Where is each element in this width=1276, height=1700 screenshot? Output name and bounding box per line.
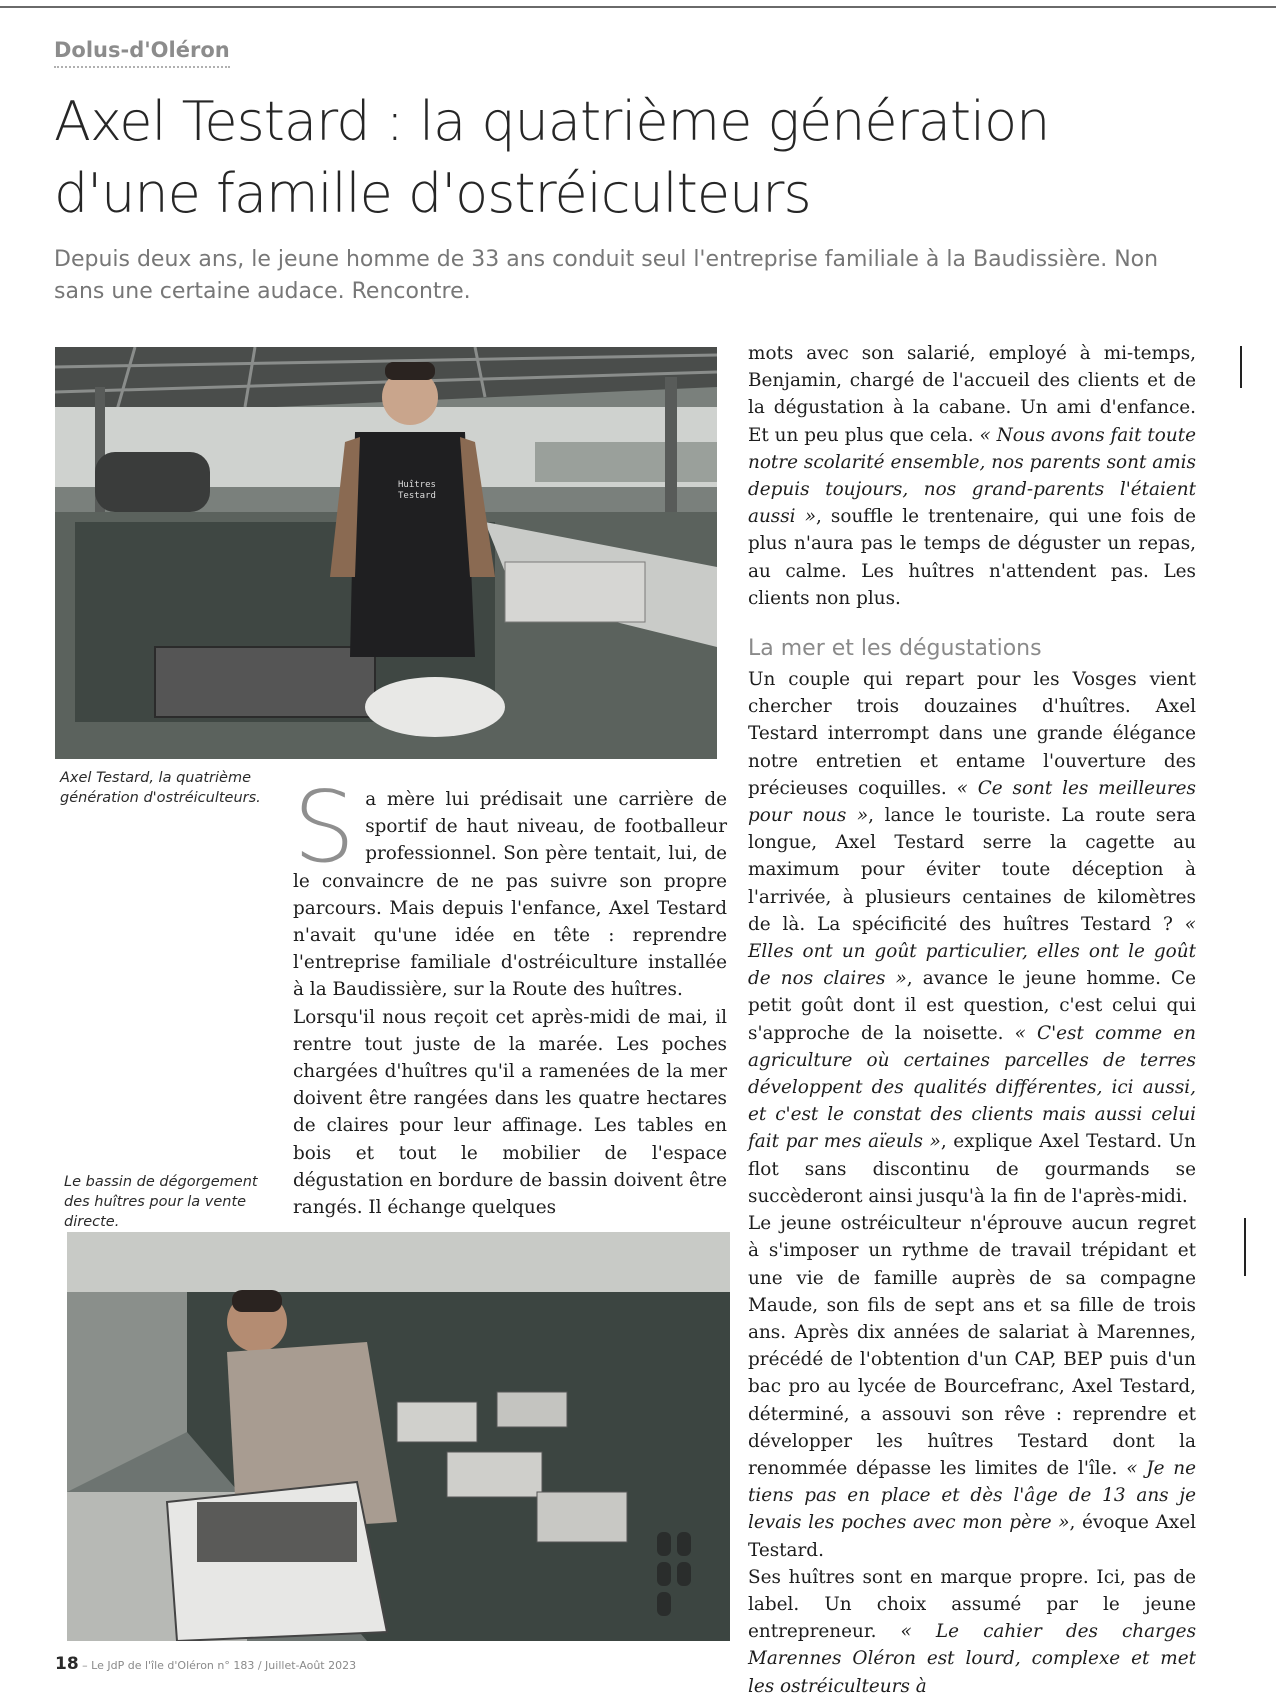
- article-subhead: La mer et les dégustations: [748, 636, 1042, 662]
- article-paragraph-2: Lorsqu'il nous reçoit cet après-midi de mai, il rentre tout juste de la marée. Les poches chargées d'huîtres qu'il a ramenées de la mer doivent être rangées dans les quatre hectares de claires pour leur affinage. Les tables en bois et tout le mobilier de l'espace dégustation en bordure de bassin doivent être rangés. Il échange quelques: [293, 1006, 727, 1219]
- headline-line-2: d'une famille d'ostréiculteurs: [54, 162, 811, 225]
- section-rubric: Dolus-d'Oléron: [54, 38, 230, 68]
- publication-info: Le JdP de l'île d'Oléron n° 183 / Juillet-Août 2023: [91, 1659, 357, 1672]
- article-standfirst: Depuis deux ans, le jeune homme de 33 ans conduit seul l'entreprise familiale à la Baudissière. Non sans une certaine audace. Rencontre.: [54, 247, 1159, 304]
- vest-logo-line-2: Testard: [398, 491, 436, 501]
- page-edge-mark-top: [1240, 346, 1242, 388]
- footer-dash: –: [78, 1659, 92, 1672]
- page-footer: [55, 1654, 356, 1674]
- article-column-1: [293, 771, 727, 1221]
- page-number: 18: [55, 1654, 79, 1674]
- caption-photo-1: Axel Testard, la quatrième génération d'ostréiculteurs.: [60, 770, 261, 806]
- article-paragraph-1: Sa mère lui prédisait une carrière de sportif de haut niveau, de footballeur professionnel. Son père tentait, lui, de le convaincre de ne pas suivre son propre parcours. Mais depuis l'enfance, Axel Testard n'avait qu'une idée en tête : reprendre l'entreprise familiale d'ostréiculture installée à la Baudissière, sur la Route des huîtres.: [293, 771, 727, 1001]
- photo-degorgement-basin: [67, 1232, 730, 1641]
- article-paragraph-3: mots avec son salarié, employé à mi-temps, Benjamin, chargé de l'accueil des clients et de la dégustation à la cabane. Un ami d'enfance. Et un peu plus que cela. « Nous avons fait toute notre scolarité ensemble, nos parents sont amis depuis toujours, nos grand-parents l'étaient aussi », souffle le trentenaire, qui une fois de plus n'aura pas le temps de déguster un repas, au calme. Les huîtres n'attendent pas. Les clients non plus.: [748, 343, 1196, 609]
- article-paragraph-6: Ses huîtres sont en marque propre. Ici, pas de label. Un choix assumé par le jeune entrepreneur. « Le cahier des charges Marennes Oléron est lourd, complexe et met les ostréiculteurs à: [748, 1566, 1197, 1697]
- page-edge-mark-bottom: [1244, 1218, 1246, 1276]
- caption-photo-2: Le bassin de dégorgement des huîtres pour la vente directe.: [64, 1174, 258, 1230]
- headline-line-1: Axel Testard : la quatrième génération: [54, 90, 1050, 153]
- vest-logo-line-1: Huîtres: [398, 480, 436, 490]
- article-paragraph-4: Un couple qui repart pour les Vosges vient chercher trois douzaines d'huîtres. Axel Testard interrompt dans une grande élégance notre entretien et entame l'ouverture des précieuses coquilles. « Ce sont les meilleures pour nous », lance le touriste. La route sera longue, Axel Testard serre la cagette au maximum pour éviter toute déception à l'arrivée, à plusieurs centaines de kilomètres de là. La spécificité des huîtres Testard ? « Elles ont un goût particulier, elles ont le goût de nos claires », avance le jeune homme. Ce petit goût dont il est question, c'est celui qui s'approche de la noisette. « C'est comme en agriculture où certaines parcelles de terres développent des qualités différentes, ici aussi, et c'est le constat des clients mais aussi celui fait par mes aïeuls », explique Axel Testard. Un flot sans discontinu de gourmands se succèderont ainsi jusqu'à la fin de l'après-midi.: [748, 669, 1196, 1207]
- drop-cap: S: [293, 771, 356, 885]
- article-paragraph-5: Le jeune ostréiculteur n'éprouve aucun regret à s'imposer un rythme de travail trépidant et une vie de famille auprès de sa compagne Maude, son fils de sept ans et sa fille de trois ans. Après dix années de salariat à Marennes, précédé de l'obtention d'un CAP, BEP puis d'un bac pro au lycée de Bourcefranc, Axel Testard, déterminé, a assouvi son rêve : reprendre et développer les huîtres Testard dont la renommée dépasse les limites de l'île. « Je ne tiens pas en place et dès l'âge de 13 ans je levais les poches avec mon père », évoque Axel Testard.: [748, 1213, 1196, 1561]
- photo-axel-testard: [55, 347, 717, 759]
- article-headline: [54, 86, 1234, 230]
- article-column-2: [748, 340, 1196, 1700]
- top-rule: [0, 6, 1276, 8]
